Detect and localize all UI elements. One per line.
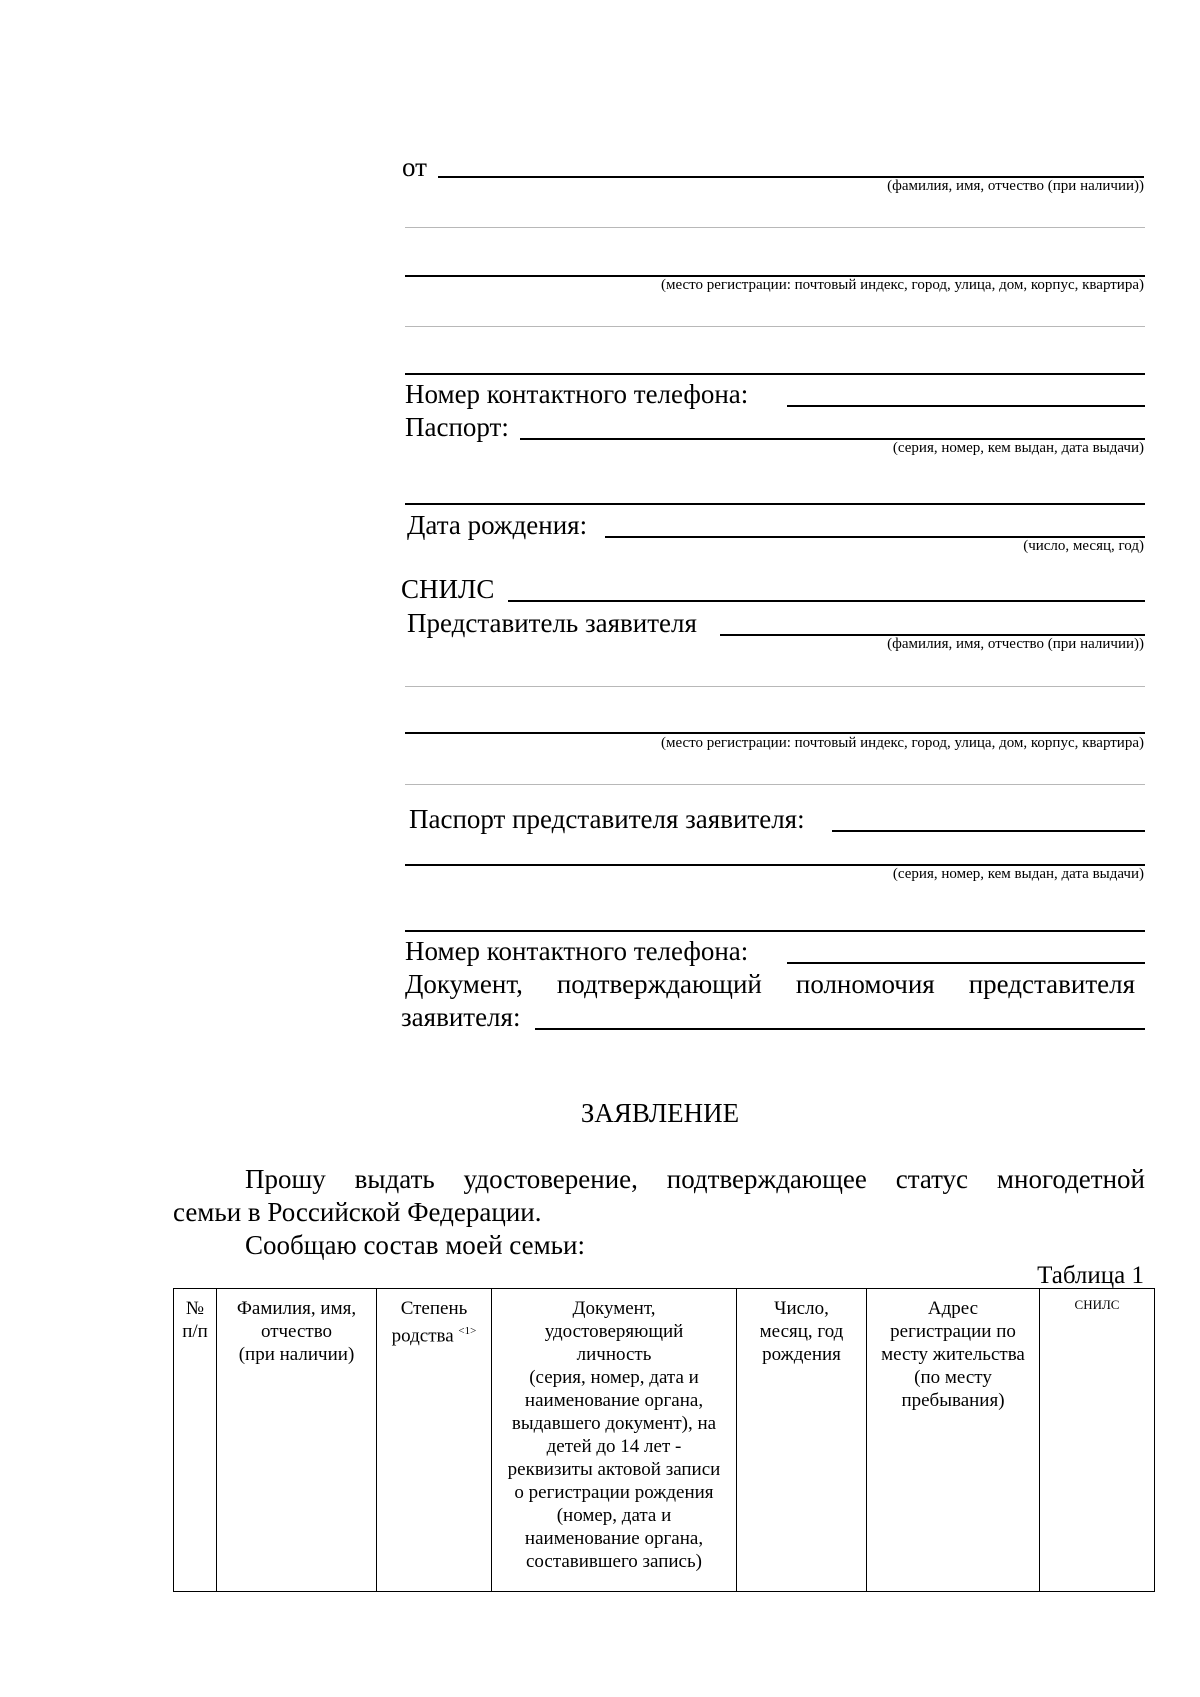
column-document-header bbox=[492, 1289, 737, 1592]
header-line: Документ, bbox=[572, 1298, 656, 1319]
passport-caption: (серия, номер, кем выдан, дата выдачи) bbox=[892, 440, 1144, 456]
representative-phone-field[interactable] bbox=[787, 962, 1145, 964]
applicant-address-caption: (место регистрации: почтовый индекс, город, улица, дом, корпус, квартира) bbox=[660, 277, 1144, 293]
header-line: Степень bbox=[400, 1298, 468, 1319]
applicant-address-field-2[interactable] bbox=[405, 373, 1145, 375]
representative-fio-caption: (фамилия, имя, отчество (при наличии)) bbox=[887, 636, 1144, 652]
from-label: от bbox=[402, 152, 427, 182]
header-line: СНИЛС bbox=[1074, 1297, 1120, 1312]
birthdate-caption: (число, месяц, год) bbox=[1023, 538, 1144, 554]
header-line: (номер, дата и bbox=[556, 1505, 672, 1526]
snils-label: СНИЛС bbox=[401, 574, 495, 604]
header-line: п/п bbox=[182, 1321, 208, 1342]
column-snils-header bbox=[1040, 1289, 1155, 1592]
family-intro: Сообщаю состав моей семьи: bbox=[245, 1230, 585, 1260]
header-line: регистрации по bbox=[890, 1321, 1016, 1342]
header-line: детей до 14 лет - bbox=[546, 1436, 682, 1457]
header-line: месту жительства bbox=[881, 1344, 1025, 1365]
representative-passport-caption: (серия, номер, кем выдан, дата выдачи) bbox=[892, 866, 1144, 882]
statement-title: ЗАЯВЛЕНИЕ bbox=[580, 1098, 740, 1128]
authority-document-label-2: заявителя: bbox=[401, 1002, 521, 1032]
representative-address-field[interactable] bbox=[405, 732, 1145, 734]
representative-address-caption: (место регистрации: почтовый индекс, город, улица, дом, корпус, квартира) bbox=[660, 735, 1144, 751]
table-label: Таблица 1 bbox=[1037, 1262, 1144, 1289]
header-line: личность bbox=[576, 1344, 652, 1365]
representative-passport-label: Паспорт представителя заявителя: bbox=[409, 804, 805, 834]
header-line: Фамилия, имя, bbox=[236, 1298, 357, 1319]
header-line: родства bbox=[391, 1325, 454, 1347]
header-line: Число, bbox=[774, 1298, 829, 1319]
header-line: пребывания) bbox=[901, 1390, 1005, 1411]
table-header-row bbox=[174, 1289, 1155, 1592]
header-line: составившего запись) bbox=[525, 1551, 702, 1572]
snils-field[interactable] bbox=[508, 600, 1145, 602]
header-line: месяц, год bbox=[759, 1321, 844, 1342]
representative-passport-field-3[interactable] bbox=[405, 930, 1145, 932]
passport-field-2[interactable] bbox=[405, 503, 1145, 505]
header-line: Адрес bbox=[927, 1298, 979, 1319]
header-line: (серия, номер, дата и bbox=[529, 1367, 699, 1388]
applicant-fio-caption: (фамилия, имя, отчество (при наличии)) bbox=[887, 178, 1144, 194]
column-address-header bbox=[867, 1289, 1040, 1592]
header-line: № bbox=[185, 1298, 205, 1319]
column-birthdate-header bbox=[737, 1289, 867, 1592]
family-table bbox=[173, 1288, 1155, 1592]
phone-field[interactable] bbox=[787, 405, 1145, 407]
header-line: отчество bbox=[260, 1321, 333, 1342]
header-line: реквизиты актовой записи bbox=[507, 1459, 721, 1480]
footnote-ref[interactable]: <1> bbox=[458, 1325, 477, 1337]
divider bbox=[405, 784, 1145, 785]
header-line: о регистрации рождения bbox=[514, 1482, 714, 1503]
header-line: (по месту bbox=[914, 1367, 992, 1388]
divider bbox=[405, 326, 1145, 327]
column-name-header bbox=[217, 1289, 377, 1592]
request-text: Прошу выдать удостоверение, подтверждающее статус многодетной bbox=[245, 1164, 1145, 1194]
header-line: удостоверяющий bbox=[544, 1321, 684, 1342]
representative-label: Представитель заявителя bbox=[407, 608, 697, 638]
column-relation-header bbox=[377, 1289, 492, 1592]
authority-document-field[interactable] bbox=[535, 1028, 1145, 1030]
request-text-2: семьи в Российской Федерации. bbox=[173, 1197, 542, 1227]
phone-label: Номер контактного телефона: bbox=[405, 379, 749, 409]
header-line: выдавшего документ), на bbox=[511, 1413, 717, 1434]
header-line: наименование органа, bbox=[524, 1390, 704, 1411]
authority-document-label: Документ, подтверждающий полномочия представителя bbox=[405, 969, 1135, 999]
header-line: наименование органа, bbox=[524, 1528, 704, 1549]
header-line: (при наличии) bbox=[238, 1344, 355, 1365]
divider bbox=[405, 227, 1145, 228]
divider bbox=[405, 686, 1145, 687]
column-number-header bbox=[174, 1289, 217, 1592]
header-line: рождения bbox=[762, 1344, 841, 1365]
birth-label: Дата рождения: bbox=[407, 510, 588, 540]
representative-phone-label: Номер контактного телефона: bbox=[405, 936, 749, 966]
passport-label: Паспорт: bbox=[405, 412, 509, 442]
representative-passport-field[interactable] bbox=[832, 830, 1145, 832]
